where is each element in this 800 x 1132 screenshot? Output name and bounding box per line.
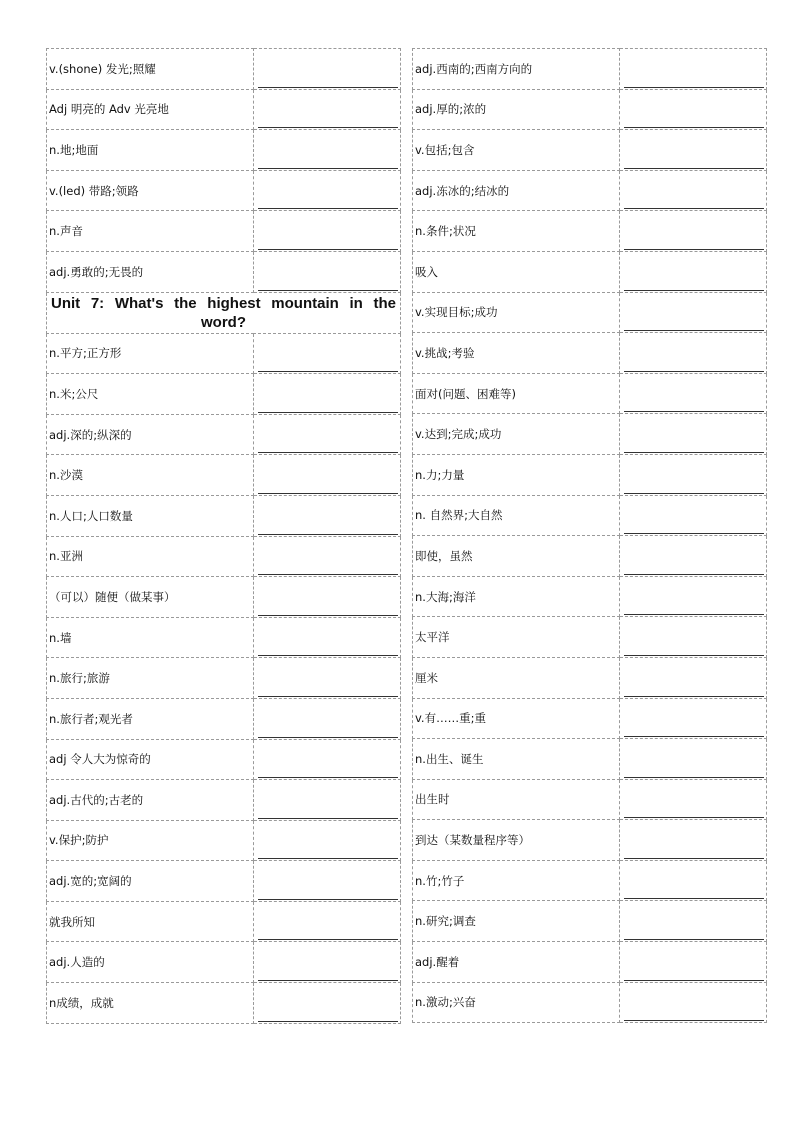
vocab-row <box>413 982 767 1023</box>
answer-blank[interactable] <box>620 333 767 374</box>
chinese-meaning: n.出生、诞生 <box>413 739 620 780</box>
answer-underline <box>624 817 764 818</box>
answer-blank[interactable] <box>620 779 767 820</box>
right-vocab-body <box>413 49 767 1023</box>
vocab-row <box>47 130 401 171</box>
answer-underline <box>258 452 398 453</box>
answer-blank[interactable] <box>254 617 401 658</box>
vocab-row <box>47 577 401 618</box>
answer-underline <box>624 493 764 494</box>
answer-blank[interactable] <box>254 170 401 211</box>
unit-heading-row <box>47 292 401 333</box>
answer-blank[interactable] <box>620 860 767 901</box>
left-vocab-table <box>46 48 401 1024</box>
chinese-meaning: v.(shone) 发光;照耀 <box>47 49 254 90</box>
vocab-row <box>413 536 767 577</box>
answer-underline <box>624 168 764 169</box>
answer-underline <box>624 371 764 372</box>
answer-underline <box>258 249 398 250</box>
answer-blank[interactable] <box>620 739 767 780</box>
vocab-row <box>47 333 401 374</box>
vocab-row <box>413 251 767 292</box>
chinese-meaning: （可以）随便（做某事） <box>47 577 254 618</box>
chinese-meaning: adj.人造的 <box>47 942 254 983</box>
chinese-meaning: adj.勇敢的;无畏的 <box>47 251 254 292</box>
chinese-meaning: 即使，虽然 <box>413 536 620 577</box>
chinese-meaning: v.包括;包含 <box>413 130 620 171</box>
chinese-meaning: 太平洋 <box>413 617 620 658</box>
chinese-meaning: n.力;力量 <box>413 454 620 495</box>
chinese-meaning: adj.醒着 <box>413 942 620 983</box>
chinese-meaning: n.竹;竹子 <box>413 860 620 901</box>
vocab-row <box>413 495 767 536</box>
answer-underline <box>258 1021 398 1022</box>
answer-underline <box>624 533 764 534</box>
answer-blank[interactable] <box>620 698 767 739</box>
chinese-meaning: n.旅行者;观光者 <box>47 698 254 739</box>
answer-underline <box>624 736 764 737</box>
chinese-meaning: 厘米 <box>413 657 620 698</box>
answer-underline <box>258 127 398 128</box>
vocab-row <box>47 495 401 536</box>
vocab-row <box>413 657 767 698</box>
unit-heading: Unit 7: What's the highest mountain in the word? <box>47 292 401 333</box>
vocab-row <box>47 901 401 942</box>
answer-underline <box>258 696 398 697</box>
answer-blank[interactable] <box>620 373 767 414</box>
chinese-meaning: 吸入 <box>413 251 620 292</box>
vocab-row <box>413 292 767 333</box>
answer-underline <box>624 898 764 899</box>
answer-underline <box>258 168 398 169</box>
vocab-row <box>413 901 767 942</box>
answer-underline <box>624 411 764 412</box>
answer-underline <box>258 534 398 535</box>
chinese-meaning: v.(led) 带路;领路 <box>47 170 254 211</box>
answer-underline <box>258 412 398 413</box>
answer-blank[interactable] <box>254 333 401 374</box>
chinese-meaning: n.地;地面 <box>47 130 254 171</box>
answer-underline <box>624 980 764 981</box>
answer-underline <box>258 939 398 940</box>
answer-underline <box>258 899 398 900</box>
chinese-meaning: n.亚洲 <box>47 536 254 577</box>
answer-blank[interactable] <box>620 454 767 495</box>
vocab-row <box>47 698 401 739</box>
vocab-row <box>47 374 401 415</box>
vocab-row <box>413 170 767 211</box>
answer-underline <box>258 87 398 88</box>
answer-blank[interactable] <box>620 130 767 171</box>
answer-underline <box>258 737 398 738</box>
vocab-row <box>413 49 767 90</box>
answer-underline <box>258 818 398 819</box>
vocab-row <box>413 576 767 617</box>
answer-blank[interactable] <box>254 861 401 902</box>
chinese-meaning: n成绩，成就 <box>47 983 254 1024</box>
chinese-meaning: adj.宽的;宽阔的 <box>47 861 254 902</box>
answer-underline <box>258 493 398 494</box>
vocab-row <box>47 170 401 211</box>
answer-blank[interactable] <box>254 495 401 536</box>
chinese-meaning: 就我所知 <box>47 901 254 942</box>
chinese-meaning: n.大海;海洋 <box>413 576 620 617</box>
vocab-row <box>413 454 767 495</box>
chinese-meaning: n.声音 <box>47 211 254 252</box>
answer-underline <box>258 574 398 575</box>
answer-blank[interactable] <box>254 251 401 292</box>
answer-underline <box>258 980 398 981</box>
answer-underline <box>624 939 764 940</box>
answer-underline <box>624 290 764 291</box>
vocab-row <box>47 89 401 130</box>
answer-blank[interactable] <box>620 414 767 455</box>
chinese-meaning: 面对(问题、困难等) <box>413 373 620 414</box>
answer-blank[interactable] <box>254 901 401 942</box>
answer-blank[interactable] <box>254 698 401 739</box>
vocab-row <box>47 739 401 780</box>
vocab-row <box>47 251 401 292</box>
chinese-meaning: n.米;公尺 <box>47 374 254 415</box>
answer-underline <box>624 249 764 250</box>
answer-blank[interactable] <box>254 983 401 1024</box>
answer-blank[interactable] <box>620 901 767 942</box>
vocab-row <box>413 89 767 130</box>
answer-blank[interactable] <box>254 414 401 455</box>
vocab-row <box>47 942 401 983</box>
chinese-meaning: adj.西南的;西南方向的 <box>413 49 620 90</box>
answer-blank[interactable] <box>254 942 401 983</box>
chinese-meaning: v.达到;完成;成功 <box>413 414 620 455</box>
answer-blank[interactable] <box>620 536 767 577</box>
chinese-meaning: Adj 明亮的 Adv 光亮地 <box>47 89 254 130</box>
answer-blank[interactable] <box>254 49 401 90</box>
chinese-meaning: n.条件;状况 <box>413 211 620 252</box>
answer-underline <box>258 208 398 209</box>
vocab-row <box>413 698 767 739</box>
answer-underline <box>624 330 764 331</box>
answer-blank[interactable] <box>254 130 401 171</box>
answer-underline <box>624 1020 764 1021</box>
chinese-meaning: 出生时 <box>413 779 620 820</box>
answer-underline <box>258 858 398 859</box>
vocab-row <box>413 617 767 658</box>
answer-underline <box>624 614 764 615</box>
vocab-row <box>47 780 401 821</box>
answer-blank[interactable] <box>620 211 767 252</box>
vocab-row <box>47 617 401 658</box>
chinese-meaning: n.研究;调查 <box>413 901 620 942</box>
answer-blank[interactable] <box>620 49 767 90</box>
chinese-meaning: adj 令人大为惊奇的 <box>47 739 254 780</box>
answer-blank[interactable] <box>620 170 767 211</box>
answer-underline <box>258 655 398 656</box>
answer-underline <box>624 574 764 575</box>
chinese-meaning: n.墙 <box>47 617 254 658</box>
left-vocab-body <box>47 49 401 1024</box>
chinese-meaning: v.保护;防护 <box>47 820 254 861</box>
vocab-row <box>47 211 401 252</box>
answer-blank[interactable] <box>620 657 767 698</box>
vocab-row <box>413 130 767 171</box>
vocab-row <box>413 414 767 455</box>
answer-blank[interactable] <box>254 577 401 618</box>
answer-underline <box>624 87 764 88</box>
answer-blank[interactable] <box>620 982 767 1023</box>
vocab-row <box>47 414 401 455</box>
answer-underline <box>624 655 764 656</box>
answer-blank[interactable] <box>254 211 401 252</box>
vocab-row <box>47 455 401 496</box>
answer-blank[interactable] <box>254 89 401 130</box>
chinese-meaning: adj.厚的;浓的 <box>413 89 620 130</box>
answer-underline <box>258 777 398 778</box>
answer-underline <box>258 371 398 372</box>
chinese-meaning: n.沙漠 <box>47 455 254 496</box>
answer-underline <box>624 777 764 778</box>
answer-blank[interactable] <box>254 820 401 861</box>
vocab-row <box>413 779 767 820</box>
answer-blank[interactable] <box>254 455 401 496</box>
answer-underline <box>624 208 764 209</box>
vocab-row <box>47 861 401 902</box>
answer-underline <box>258 290 398 291</box>
chinese-meaning: adj.古代的;古老的 <box>47 780 254 821</box>
vocab-row <box>413 942 767 983</box>
chinese-meaning: n. 自然界;大自然 <box>413 495 620 536</box>
chinese-meaning: v.实现目标;成功 <box>413 292 620 333</box>
answer-blank[interactable] <box>620 292 767 333</box>
chinese-meaning: v.挑战;考验 <box>413 333 620 374</box>
answer-blank[interactable] <box>620 89 767 130</box>
vocab-row <box>47 658 401 699</box>
vocab-row <box>413 820 767 861</box>
chinese-meaning: v.有……重;重 <box>413 698 620 739</box>
answer-underline <box>624 452 764 453</box>
vocab-row <box>47 820 401 861</box>
vocab-row <box>413 860 767 901</box>
vocab-row <box>413 211 767 252</box>
chinese-meaning: adj.冻冰的;结冰的 <box>413 170 620 211</box>
answer-underline <box>258 615 398 616</box>
vocab-row <box>47 49 401 90</box>
chinese-meaning: n.人口;人口数量 <box>47 495 254 536</box>
answer-blank[interactable] <box>254 374 401 415</box>
chinese-meaning: n.激动;兴奋 <box>413 982 620 1023</box>
answer-underline <box>624 858 764 859</box>
vocab-row <box>413 373 767 414</box>
vocab-row <box>413 739 767 780</box>
answer-blank[interactable] <box>254 536 401 577</box>
chinese-meaning: 到达（某数量程序等） <box>413 820 620 861</box>
answer-blank[interactable] <box>620 576 767 617</box>
answer-blank[interactable] <box>254 780 401 821</box>
chinese-meaning: n.旅行;旅游 <box>47 658 254 699</box>
answer-blank[interactable] <box>620 820 767 861</box>
right-vocab-table <box>412 48 767 1023</box>
answer-underline <box>624 696 764 697</box>
answer-blank[interactable] <box>254 658 401 699</box>
vocab-row <box>413 333 767 374</box>
answer-blank[interactable] <box>620 617 767 658</box>
answer-blank[interactable] <box>620 251 767 292</box>
answer-underline <box>624 127 764 128</box>
vocab-row <box>47 536 401 577</box>
answer-blank[interactable] <box>620 495 767 536</box>
chinese-meaning: adj.深的;纵深的 <box>47 414 254 455</box>
chinese-meaning: n.平方;正方形 <box>47 333 254 374</box>
answer-blank[interactable] <box>254 739 401 780</box>
answer-blank[interactable] <box>620 942 767 983</box>
vocab-row <box>47 983 401 1024</box>
